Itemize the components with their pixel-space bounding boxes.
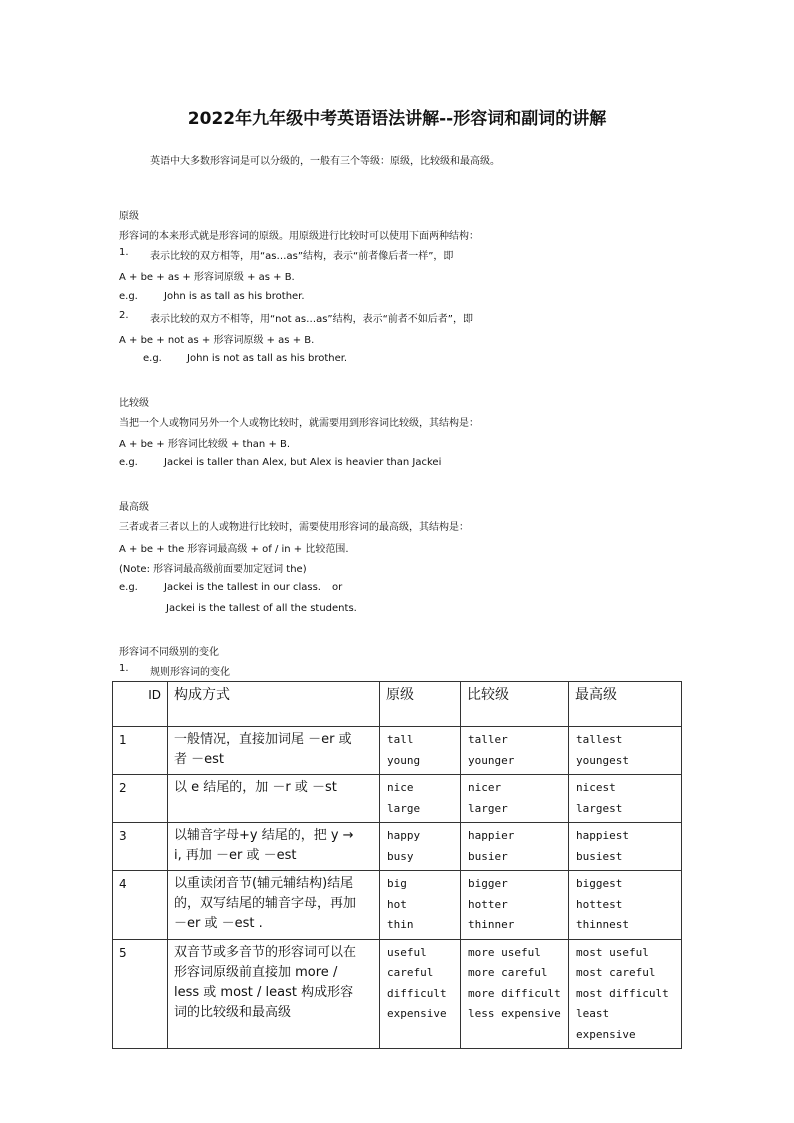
- positive-item2-text: 表示比较的双方不相等，用“not as…as”结构，表示“前者不如后者”，即: [150, 314, 473, 325]
- formation-line: －er 或 －est .: [174, 916, 263, 931]
- row-comparative: [461, 727, 569, 775]
- positive-word: large: [387, 801, 421, 815]
- superlative-example1: Jackei is the tallest in our class.: [164, 582, 321, 593]
- superlative-eg: e.g.: [119, 582, 138, 593]
- formation-line: i, 再加 －er 或 －est: [174, 848, 297, 863]
- superlative-word: largest: [576, 801, 623, 815]
- superlative-word: tallest: [576, 733, 623, 746]
- positive-heading: 原级: [119, 211, 139, 222]
- positive-word: hot: [387, 897, 407, 911]
- row-comparative: [461, 823, 569, 871]
- comparative-formula: A + be + 形容词比较级 + than + B.: [119, 439, 291, 450]
- row-id: 5: [113, 939, 168, 1049]
- superlative-word: most useful: [576, 945, 649, 959]
- superlative-note: (Note: 形容词最高级前面要加定冠词 the): [119, 564, 307, 575]
- comparative-heading: 比较级: [119, 398, 149, 409]
- row-id: 3: [113, 823, 168, 871]
- table-row: [113, 871, 682, 940]
- comparative-word: taller: [468, 733, 508, 746]
- row-positive: [380, 939, 461, 1049]
- comparative-word: happier: [468, 829, 515, 842]
- comparative-word: thinner: [468, 918, 515, 931]
- changes-heading: 形容词不同级别的变化: [119, 647, 219, 658]
- row-formation: [168, 775, 380, 823]
- comparative-word: more difficult: [468, 986, 561, 1000]
- positive-word: thin: [387, 918, 414, 931]
- positive-word: happy: [387, 829, 421, 842]
- changes-sub-number: 1.: [119, 663, 129, 674]
- header-positive: 原级: [380, 682, 461, 727]
- superlative-word: busiest: [576, 849, 623, 863]
- formation-line: 以辅音字母+y 结尾的，把 y →: [174, 828, 354, 843]
- row-formation: [168, 871, 380, 940]
- positive-word: tall: [387, 733, 414, 746]
- formation-line: less 或 most / least 构成形容: [174, 984, 354, 1000]
- table-row: [113, 727, 682, 775]
- comparative-word: more useful: [468, 945, 541, 959]
- superlative-desc: 三者或者三者以上的人或物进行比较时，需要使用形容词的最高级，其结构是：: [119, 522, 469, 533]
- superlative-word: most difficult: [576, 986, 669, 1000]
- superlative-example2: Jackei is the tallest of all the students.: [166, 603, 357, 614]
- header-id: ID: [113, 682, 168, 727]
- positive-item1-eg: e.g.: [119, 291, 138, 302]
- positive-desc: 形容词的本来形式就是形容词的原级。用原级进行比较时可以使用下面两种结构：: [119, 231, 479, 242]
- intro-text: 英语中大多数形容词是可以分级的，一般有三个等级：原级，比较级和最高级。: [150, 156, 500, 167]
- positive-word: big: [387, 877, 407, 890]
- row-superlative: [569, 775, 682, 823]
- positive-word: careful: [387, 966, 434, 979]
- positive-word: young: [387, 753, 421, 767]
- comparative-word: larger: [468, 801, 508, 815]
- superlative-word: least: [576, 1007, 610, 1020]
- formation-line: 双音节或多音节的形容词可以在: [174, 944, 357, 960]
- positive-item1-text: 表示比较的双方相等，用“as…as”结构，表示“前者像后者一样”，即: [150, 251, 454, 262]
- formation-line: 以 e 结尾的，加 －r 或 －st: [174, 780, 337, 795]
- page-title: 2022年九年级中考英语语法讲解--形容词和副词的讲解: [187, 109, 607, 129]
- row-comparative: [461, 939, 569, 1049]
- comparative-word: bigger: [468, 877, 508, 890]
- positive-word: expensive: [387, 1007, 447, 1020]
- superlative-heading: 最高级: [119, 502, 149, 513]
- adjective-table: [112, 681, 682, 1049]
- formation-line: 的，双写结尾的辅音字母，再加: [174, 896, 357, 911]
- positive-word: useful: [387, 945, 427, 959]
- positive-item2-formula: A + be + not as + 形容词原级 + as + B.: [119, 335, 315, 346]
- header-superlative: 最高级: [569, 682, 682, 727]
- comparative-word: more careful: [468, 966, 548, 979]
- row-formation: [168, 823, 380, 871]
- comparative-example: Jackei is taller than Alex, but Alex is heavier than Jackei: [164, 457, 442, 468]
- row-superlative: [569, 939, 682, 1049]
- positive-item1-example: John is as tall as his brother.: [164, 291, 305, 302]
- table-row: [113, 939, 682, 1049]
- positive-item1-formula: A + be + as + 形容词原级 + as + B.: [119, 272, 295, 283]
- comparative-word: hotter: [468, 897, 508, 911]
- comparative-word: nicer: [468, 781, 502, 794]
- positive-item2-example: John is not as tall as his brother.: [187, 353, 348, 364]
- comparative-word: less expensive: [468, 1007, 561, 1020]
- superlative-formula: A + be + the 形容词最高级 + of / in + 比较范围.: [119, 544, 349, 555]
- superlative-word: most careful: [576, 966, 656, 979]
- row-superlative: [569, 727, 682, 775]
- superlative-word: expensive: [576, 1027, 636, 1041]
- superlative-word: hottest: [576, 897, 623, 911]
- header-comparative: 比较级: [461, 682, 569, 727]
- row-superlative: [569, 823, 682, 871]
- formation-line: 一般情况，直接加词尾 －er 或: [174, 732, 352, 747]
- row-formation: [168, 939, 380, 1049]
- superlative-word: biggest: [576, 877, 623, 890]
- formation-line: 以重读闭音节(辅元辅结构)结尾: [174, 876, 354, 891]
- table-header-row: [113, 682, 682, 727]
- superlative-word: thinnest: [576, 918, 629, 931]
- row-superlative: [569, 871, 682, 940]
- superlative-or: or: [332, 582, 343, 593]
- row-id: 4: [113, 871, 168, 940]
- comparative-desc: 当把一个人或物同另外一个人或物比较时，就需要用到形容词比较级，其结构是：: [119, 418, 479, 429]
- table-row: [113, 775, 682, 823]
- header-formation: 构成方式: [168, 682, 380, 727]
- positive-word: difficult: [387, 986, 447, 1000]
- superlative-word: youngest: [576, 753, 629, 767]
- positive-word: busy: [387, 849, 414, 863]
- positive-item2-eg: e.g.: [143, 353, 162, 364]
- superlative-word: nicest: [576, 781, 616, 794]
- row-positive: [380, 871, 461, 940]
- positive-item1-number: 1.: [119, 247, 129, 258]
- row-positive: [380, 727, 461, 775]
- table-row: [113, 823, 682, 871]
- formation-line: 形容词原级前直接加 more /: [174, 964, 338, 980]
- changes-sub-text: 规则形容词的变化: [150, 667, 230, 678]
- row-positive: [380, 823, 461, 871]
- comparative-word: busier: [468, 849, 508, 863]
- comparative-word: younger: [468, 753, 515, 767]
- formation-line: 者 －est: [174, 752, 225, 767]
- positive-word: nice: [387, 781, 414, 794]
- positive-item2-number: 2.: [119, 310, 129, 321]
- formation-line: 词的比较级和最高级: [174, 1004, 292, 1020]
- row-id: 1: [113, 727, 168, 775]
- row-formation: [168, 727, 380, 775]
- row-id: 2: [113, 775, 168, 823]
- superlative-word: happiest: [576, 829, 629, 842]
- row-positive: [380, 775, 461, 823]
- comparative-eg: e.g.: [119, 457, 138, 468]
- row-comparative: [461, 775, 569, 823]
- row-comparative: [461, 871, 569, 940]
